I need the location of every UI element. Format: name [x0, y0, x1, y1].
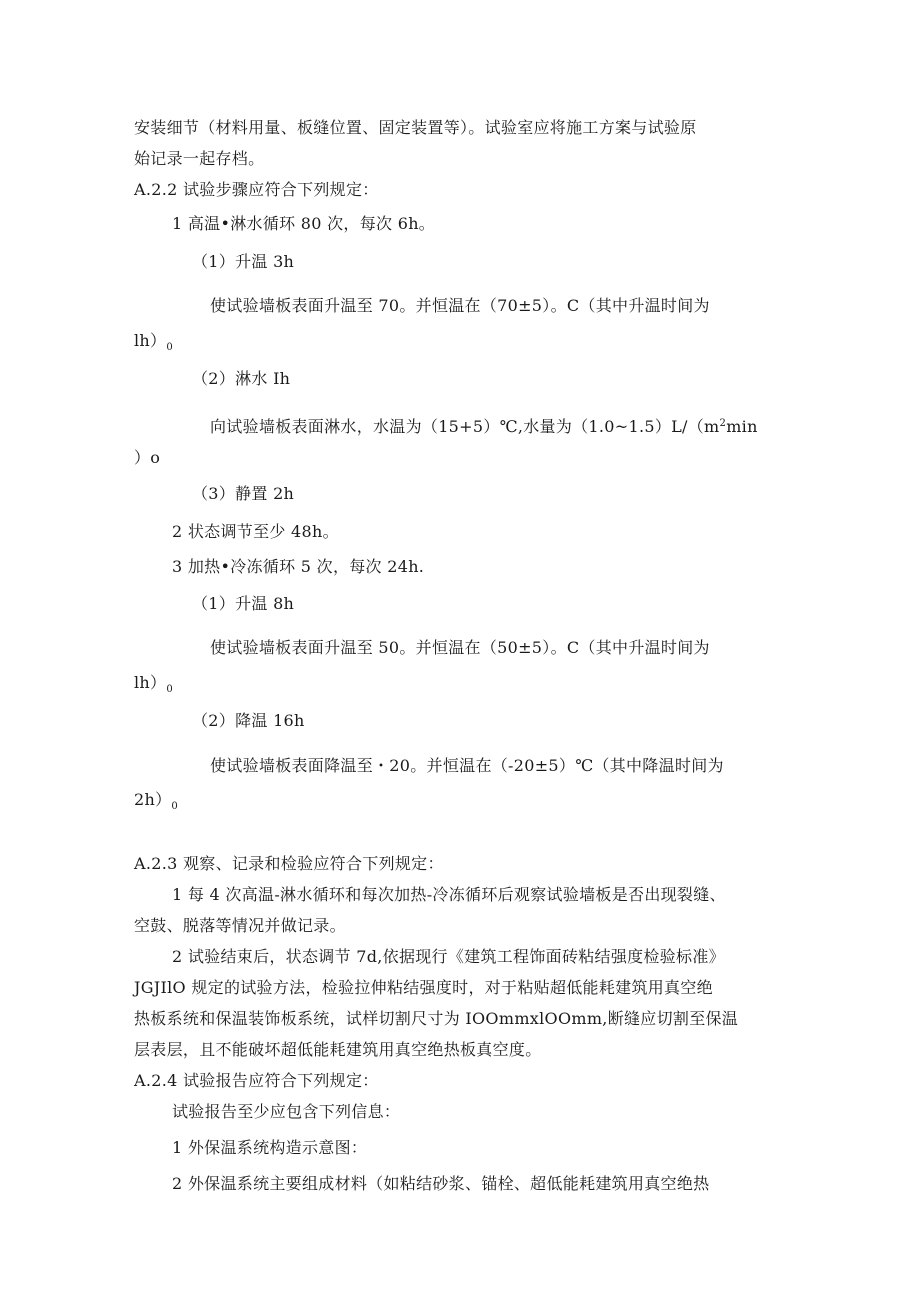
text-line: 热板系统和保温装饰板系统，试样切割尺寸为 IOOmmxlOOmm,断缝应切割至保温: [134, 1009, 739, 1028]
text-line: 2 试验结束后，状态调节 7d,依据现行《建筑工程饰面砖粘结强度检验标准》: [172, 947, 725, 966]
text-line: ）o: [134, 448, 161, 467]
text-line: 空鼓、脱落等情况并做记录。: [134, 916, 346, 935]
subscript: 0: [166, 684, 173, 695]
text-line: 始记录一起存档。: [134, 149, 265, 168]
superscript: 2: [719, 418, 727, 429]
section-heading: A.2.2 试验步骤应符合下列规定：: [134, 180, 379, 199]
text-line: JGJIlO 规定的试验方法，检验拉伸粘结强度时，对于粘贴超低能耗建筑用真空绝: [134, 978, 713, 997]
text-line: 使试验墙板表面升温至 70。并恒温在（70±5）。C（其中升温时间为: [210, 296, 710, 315]
text-fragment: lh）: [134, 331, 167, 350]
text-line: 使试验墙板表面降温至・20。并恒温在（-20±5）℃（其中降温时间为: [210, 756, 724, 775]
text-line: （2）淋水 Ih: [192, 369, 291, 388]
text-line: [134, 788, 178, 819]
text-line: 2 外保温系统主要组成材料（如粘结砂浆、锚栓、超低能耗建筑用真空绝热: [172, 1174, 710, 1193]
text-line: 2 状态调节至少 48h。: [172, 522, 339, 541]
text-line: 1 高温•淋水循环 80 次，每次 6h。: [172, 214, 436, 233]
text-line: [134, 329, 173, 360]
subscript: 0: [171, 801, 179, 812]
section-heading: A.2.4 试验报告应符合下列规定：: [134, 1071, 379, 1090]
section-heading: A.2.3 观察、记录和检验应符合下列规定：: [134, 854, 444, 873]
text-fragment: 2h）: [134, 790, 172, 809]
text-line: 3 加热•冷冻循环 5 次，每次 24h.: [172, 557, 425, 576]
text-line: [210, 412, 758, 439]
text-line: 使试验墙板表面升温至 50。并恒温在（50±5）。C（其中升温时间为: [210, 638, 710, 657]
text-fragment: lh）: [134, 673, 167, 692]
text-line: （3）静置 2h: [192, 484, 295, 503]
subscript: 0: [166, 342, 173, 353]
text-line: 1 外保温系统构造示意图：: [172, 1138, 368, 1157]
text-line: 安装细节（材料用量、板缝位置、固定装置等）。试验室应将施工方案与试验原: [134, 118, 697, 137]
text-line: （1）升温 8h: [192, 594, 295, 613]
text-line: 1 每 4 次高温-淋水循环和每次加热-冷冻循环后观察试验墙板是否出现裂缝、: [172, 885, 726, 904]
text-line: （1）升温 3h: [192, 252, 295, 271]
text-line: [134, 671, 173, 702]
text-line: （2）降温 16h: [192, 711, 305, 730]
text-fragment: 向试验墙板表面淋水，水温为（15+5）℃,水量为（1.0~1.5）L∕（m: [210, 417, 720, 436]
text-line: 试验报告至少应包含下列信息：: [172, 1102, 401, 1121]
text-line: 层表层，且不能破坏超低能耗建筑用真空绝热板真空度。: [134, 1040, 542, 1059]
text-fragment: min: [726, 417, 758, 436]
